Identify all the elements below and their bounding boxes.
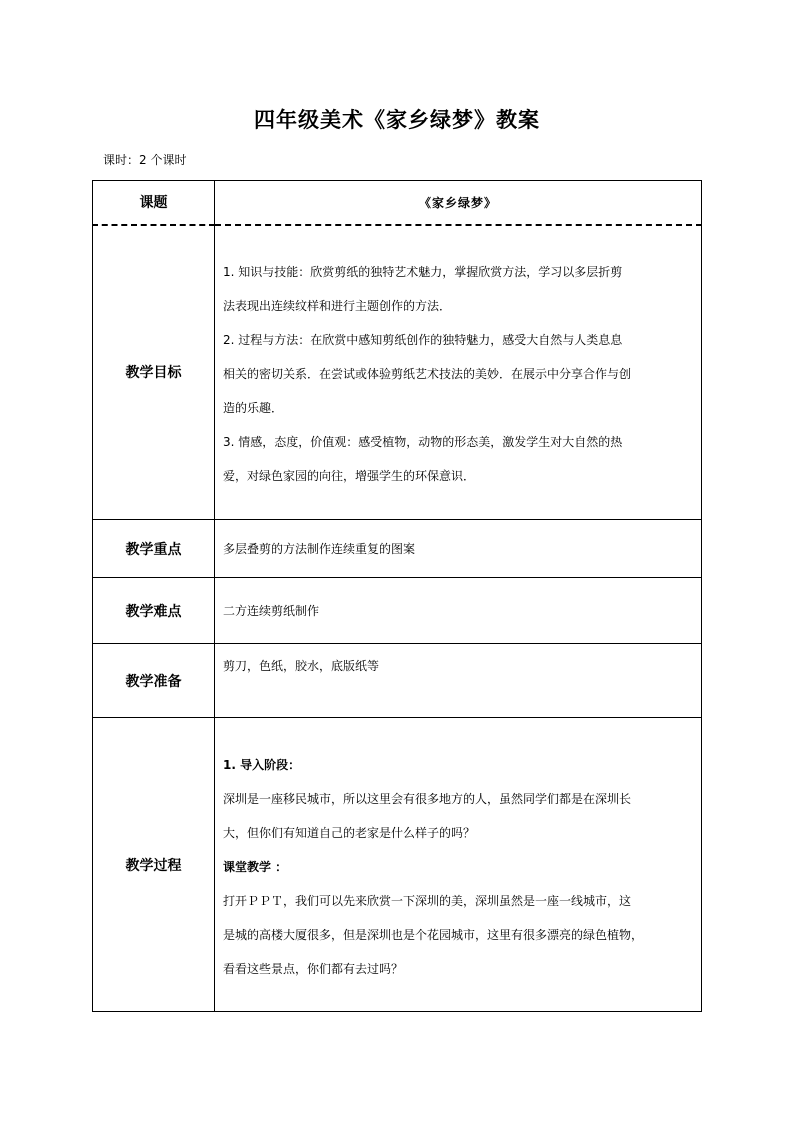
key-point-text: 多层叠剪的方法制作连续重复的图案 bbox=[223, 541, 416, 556]
objective-line: 爱，对绿色家园的向往，增强学生的环保意识． bbox=[223, 469, 476, 484]
preparation-label: 教学准备 bbox=[93, 644, 215, 718]
class-hours: 课时：2 个课时 bbox=[103, 153, 187, 167]
table-row bbox=[93, 578, 702, 644]
header-value: 《家乡绿梦》 bbox=[215, 181, 702, 225]
process-content bbox=[215, 718, 702, 1012]
objective-line: 相关的密切关系．在尝试或体验剪纸艺术技法的美妙．在展示中分享合作与创 bbox=[223, 367, 632, 382]
process-line: 大，但你们有知道自己的老家是什么样子的吗？ bbox=[223, 825, 476, 840]
key-point-label: 教学重点 bbox=[93, 520, 215, 578]
objectives-label: 教学目标 bbox=[93, 225, 215, 520]
table-row bbox=[93, 718, 702, 1012]
document-title: 四年级美术《家乡绿梦》教案 bbox=[254, 108, 540, 132]
stage2-heading: 课堂教学 ： bbox=[223, 859, 288, 874]
process-line: 看看这些景点，你们都有去过吗？ bbox=[223, 961, 404, 976]
objective-line: 3. 情感，态度，价值观：感受植物，动物的形态美，激发学生对大自然的热 bbox=[223, 435, 623, 450]
objective-line: 2. 过程与方法：在欣赏中感知剪纸创作的独特魅力，感受大自然与人类息息 bbox=[223, 333, 623, 348]
process-line: 是城的高楼大厦很多，但是深圳也是个花园城市，这里有很多漂亮的绿色植物， bbox=[223, 927, 644, 942]
objective-line: 造的乐趣． bbox=[223, 401, 284, 416]
stage1-heading: 1. 导入阶段： bbox=[223, 757, 301, 772]
lesson-plan-table bbox=[92, 180, 702, 1012]
process-label: 教学过程 bbox=[93, 718, 215, 1012]
table-row bbox=[93, 520, 702, 578]
process-line: 打开ＰＰＴ，我们可以先来欣赏一下深圳的美，深圳虽然是一座一线城市，这 bbox=[223, 893, 632, 908]
process-line: 深圳是一座移民城市，所以这里会有很多地方的人，虽然同学们都是在深圳长 bbox=[223, 791, 632, 806]
table-row bbox=[93, 181, 702, 225]
table-row bbox=[93, 225, 702, 520]
objective-line: 法表现出连续纹样和进行主题创作的方法． bbox=[223, 299, 452, 314]
difficulty-text: 二方连续剪纸制作 bbox=[223, 603, 320, 618]
table-row bbox=[93, 644, 702, 718]
objective-line: 1. 知识与技能：欣赏剪纸的独特艺术魅力，掌握欣赏方法，学习以多层折剪 bbox=[223, 265, 623, 280]
preparation-text: 剪刀，色纸，胶水，底版纸等 bbox=[223, 659, 380, 673]
difficulty-label: 教学难点 bbox=[93, 578, 215, 644]
objectives-content bbox=[215, 225, 702, 520]
header-label: 课题 bbox=[93, 181, 215, 225]
